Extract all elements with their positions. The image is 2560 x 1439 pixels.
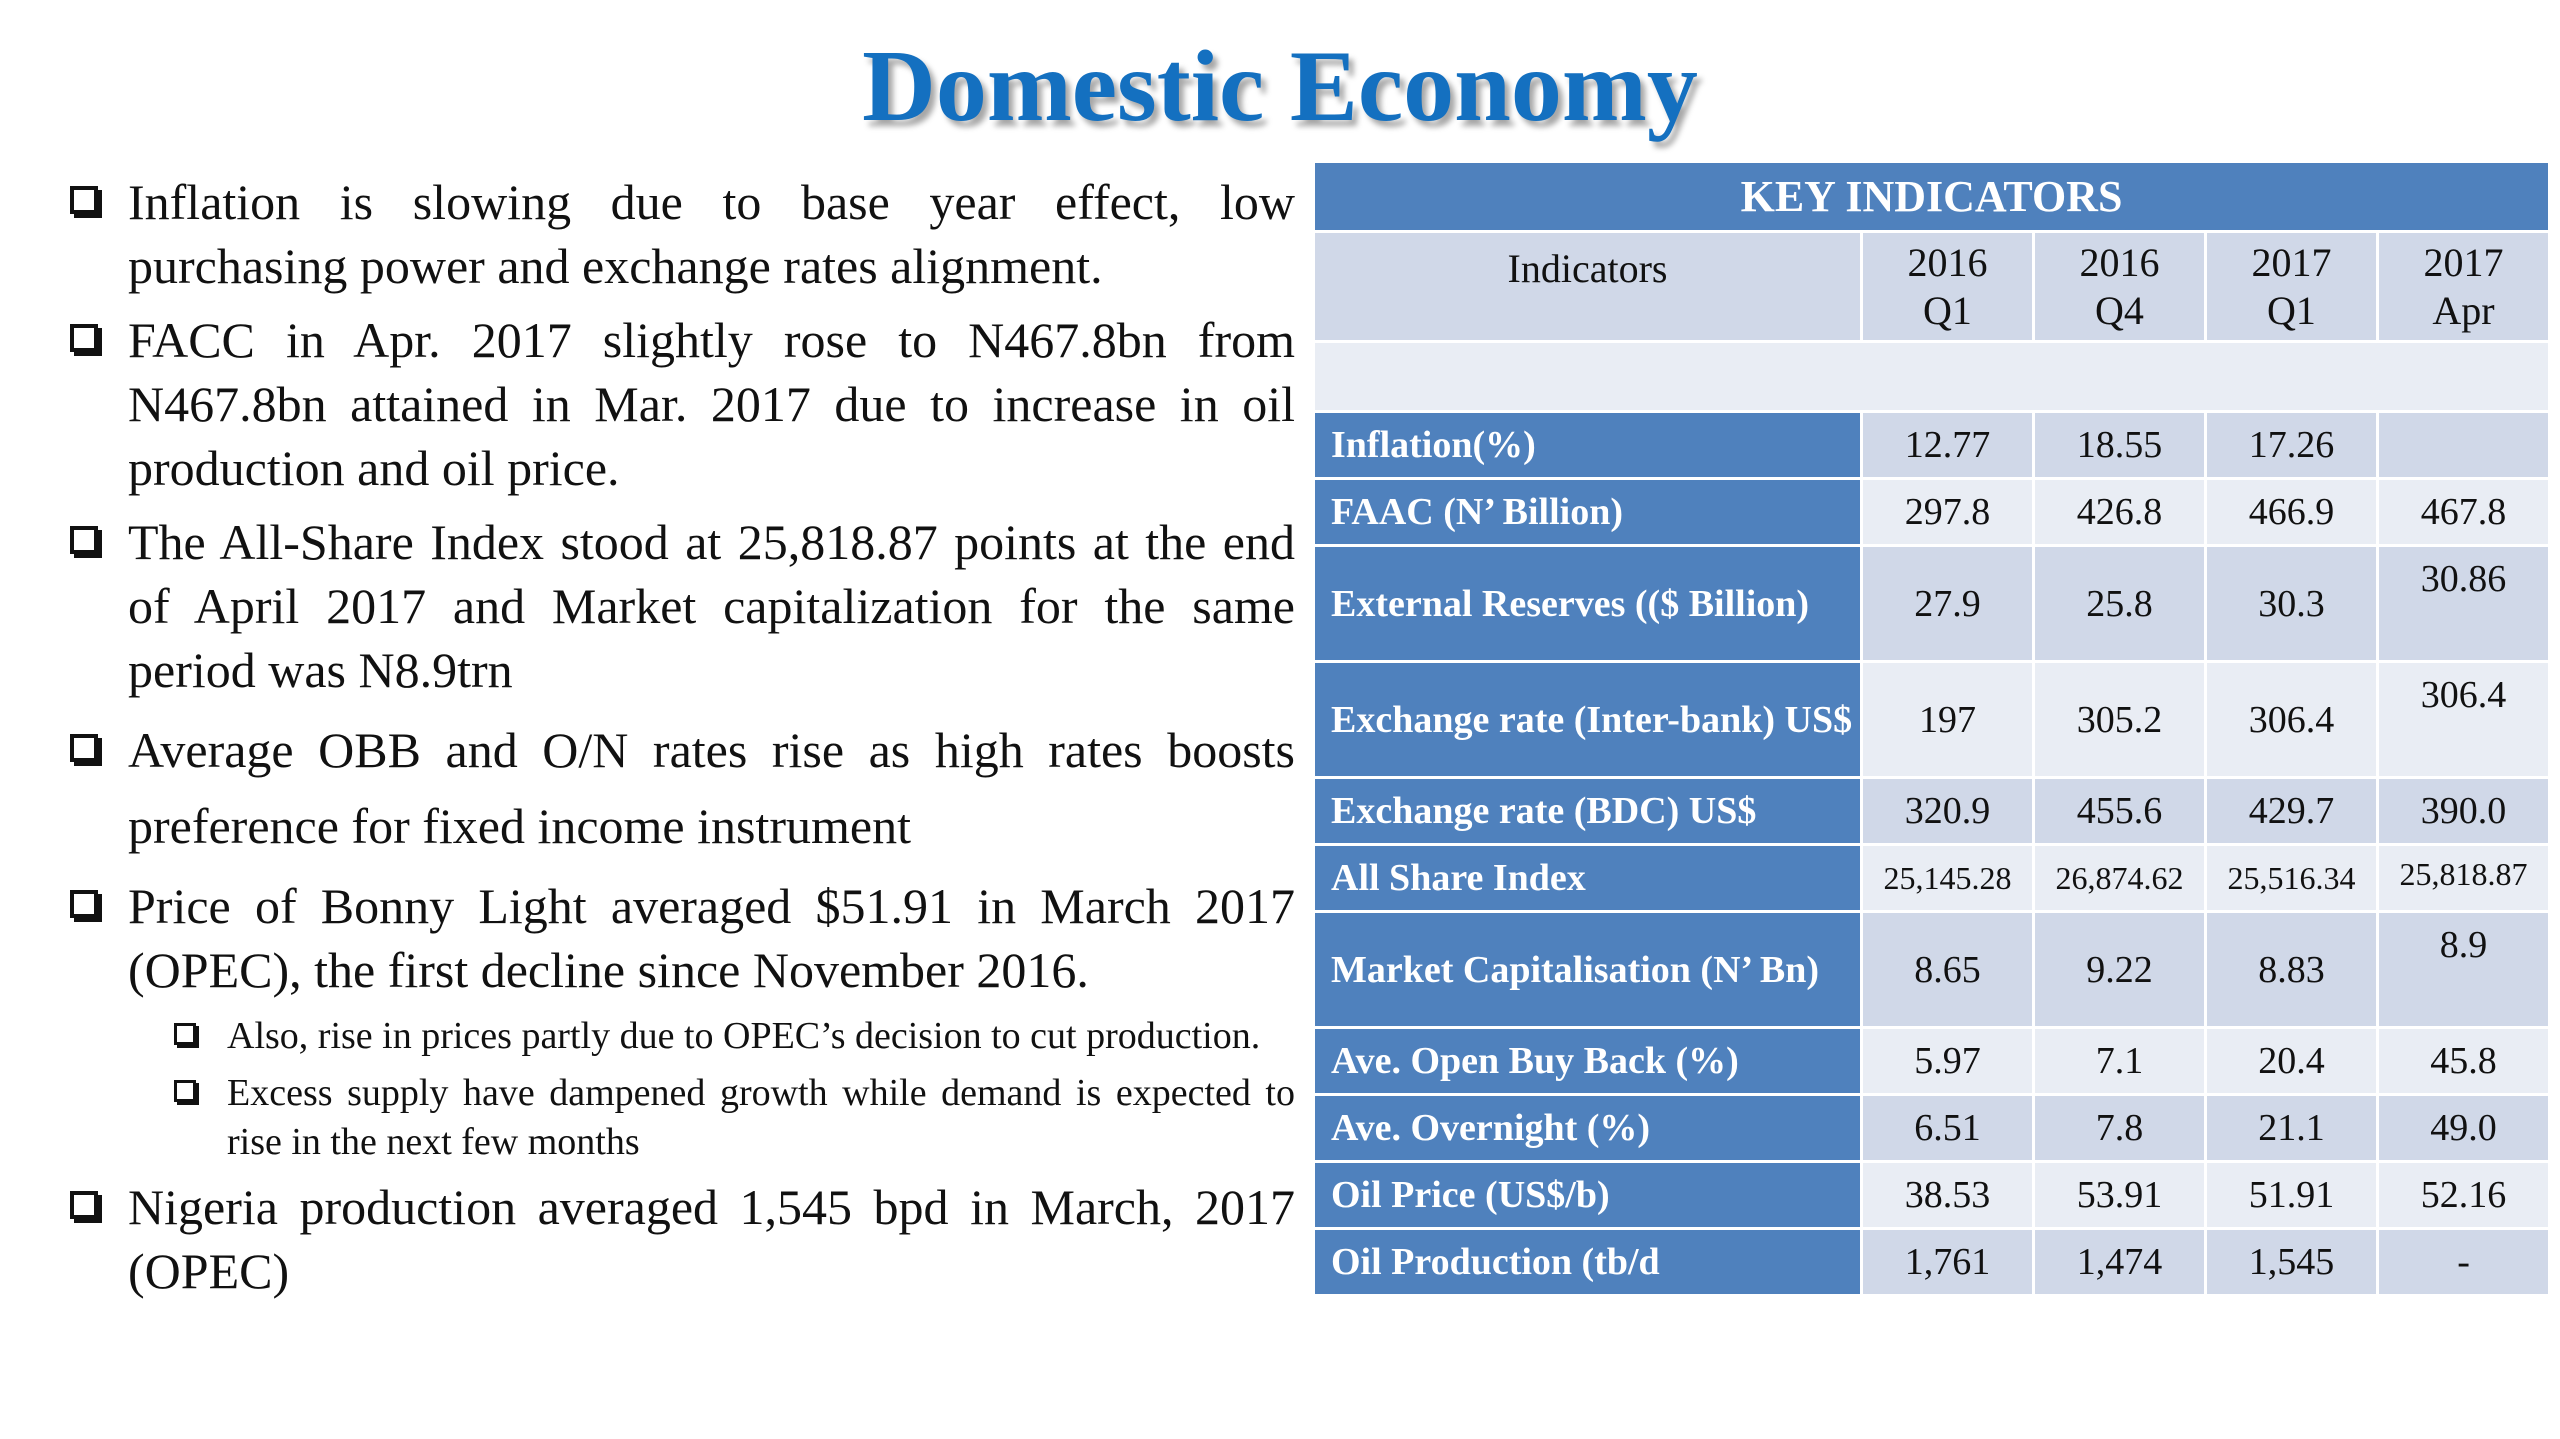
bullet-text: Excess supply have dampened growth while demand is expected to rise in the next few months <box>227 1072 1295 1163</box>
column-header: 2016 Q4 <box>2034 232 2206 342</box>
table-cell: 18.55 <box>2034 412 2206 479</box>
row-label: External Reserves (($ Billion) <box>1314 546 1862 662</box>
checkbox-bullet-icon <box>70 186 98 214</box>
table-row <box>1314 1229 2550 1296</box>
checkbox-bullet-icon <box>174 1023 196 1045</box>
table-cell: 49.0 <box>2378 1095 2550 1162</box>
checkbox-bullet-icon <box>70 890 98 918</box>
row-label: All Share Index <box>1314 845 1862 912</box>
table-cell: 30.86 <box>2378 546 2550 662</box>
bullet-list <box>70 170 1295 1313</box>
table-cell: 306.4 <box>2378 662 2550 778</box>
table-cell: 25,818.87 <box>2378 845 2550 912</box>
table-cell: 197 <box>1862 662 2034 778</box>
table-cell: 21.1 <box>2206 1095 2378 1162</box>
bullet-text: Average OBB and O/N rates rise as high rates boosts preference for fixed income instrument <box>128 722 1295 854</box>
table-row <box>1314 1162 2550 1229</box>
table-row <box>1314 1028 2550 1095</box>
table-cell: 38.53 <box>1862 1162 2034 1229</box>
table-cell: 52.16 <box>2378 1162 2550 1229</box>
bullet-text: Price of Bonny Light averaged $51.91 in March 2017 (OPEC), the first decline since November 2016. <box>128 878 1295 998</box>
table-cell: 305.2 <box>2034 662 2206 778</box>
table-cell: 1,545 <box>2206 1229 2378 1296</box>
bullet-item <box>70 510 1295 702</box>
row-label: Market Capitalisation (N’ Bn) <box>1314 912 1862 1028</box>
table-cell: 45.8 <box>2378 1028 2550 1095</box>
checkbox-bullet-icon <box>70 734 98 762</box>
table-cell: 426.8 <box>2034 479 2206 546</box>
table-row <box>1314 662 2550 778</box>
table-row <box>1314 912 2550 1028</box>
row-label: Ave. Open Buy Back (%) <box>1314 1028 1862 1095</box>
table-row <box>1314 546 2550 662</box>
table-cell: - <box>2378 1229 2550 1296</box>
table-cell: 51.91 <box>2206 1162 2378 1229</box>
slide-title: Domestic Economy <box>862 30 1698 143</box>
table-row <box>1314 845 2550 912</box>
spacer-cell <box>1314 342 2550 412</box>
table-cell: 8.65 <box>1862 912 2034 1028</box>
table-cell: 467.8 <box>2378 479 2550 546</box>
key-indicators-table <box>1312 160 2551 1297</box>
table-cell: 390.0 <box>2378 778 2550 845</box>
column-header: 2017 Q1 <box>2206 232 2378 342</box>
row-label: Inflation(%) <box>1314 412 1862 479</box>
table-cell: 455.6 <box>2034 778 2206 845</box>
table-cell: 30.3 <box>2206 546 2378 662</box>
column-header: 2016 Q1 <box>1862 232 2034 342</box>
table-cell: 8.83 <box>2206 912 2378 1028</box>
table-cell: 53.91 <box>2034 1162 2206 1229</box>
table-cell: 25,145.28 <box>1862 845 2034 912</box>
bullet-text: Also, rise in prices partly due to OPEC’s decision to cut production. <box>227 1015 1261 1057</box>
table-row <box>1314 412 2550 479</box>
table-cell: 8.9 <box>2378 912 2550 1028</box>
row-label: Oil Production (tb/d <box>1314 1229 1862 1296</box>
table-cell: 17.26 <box>2206 412 2378 479</box>
table-cell: 320.9 <box>1862 778 2034 845</box>
table-cell: 7.8 <box>2034 1095 2206 1162</box>
bullet-item <box>70 1175 1295 1303</box>
table-row <box>1314 479 2550 546</box>
table-cell: 1,761 <box>1862 1229 2034 1296</box>
table-cell <box>2378 412 2550 479</box>
table-cell: 12.77 <box>1862 412 2034 479</box>
table-cell: 9.22 <box>2034 912 2206 1028</box>
table-cell: 466.9 <box>2206 479 2378 546</box>
row-label: Exchange rate (Inter-bank) US$ <box>1314 662 1862 778</box>
checkbox-bullet-icon <box>70 526 98 554</box>
sub-bullet-item <box>70 1012 1295 1061</box>
row-label: Exchange rate (BDC) US$ <box>1314 778 1862 845</box>
column-header: 2017 Apr <box>2378 232 2550 342</box>
checkbox-bullet-icon <box>70 1191 98 1219</box>
table-cell: 25,516.34 <box>2206 845 2378 912</box>
checkbox-bullet-icon <box>70 324 98 352</box>
bullet-item <box>70 308 1295 500</box>
bullet-text: Inflation is slowing due to base year effect, low purchasing power and exchange rates alignment. <box>128 174 1295 294</box>
row-label: Oil Price (US$/b) <box>1314 1162 1862 1229</box>
table-cell: 297.8 <box>1862 479 2034 546</box>
table-spacer-row <box>1314 342 2550 412</box>
table-cell: 306.4 <box>2206 662 2378 778</box>
table-cell: 7.1 <box>2034 1028 2206 1095</box>
table-cell: 27.9 <box>1862 546 2034 662</box>
table-cell: 25.8 <box>2034 546 2206 662</box>
table-row <box>1314 778 2550 845</box>
bullet-item <box>70 874 1295 1002</box>
bullet-text: Nigeria production averaged 1,545 bpd in March, 2017 (OPEC) <box>128 1179 1295 1299</box>
table-cell: 20.4 <box>2206 1028 2378 1095</box>
bullet-text: FACC in Apr. 2017 slightly rose to N467.8bn from N467.8bn attained in Mar. 2017 due to increase in oil production and oil price. <box>128 312 1295 496</box>
bullet-text: The All-Share Index stood at 25,818.87 points at the end of April 2017 and Market capitalization for the same period was N8.9trn <box>128 514 1295 698</box>
row-label: FAAC (N’ Billion) <box>1314 479 1862 546</box>
table-cell: 429.7 <box>2206 778 2378 845</box>
table-cell: 26,874.62 <box>2034 845 2206 912</box>
row-label: Ave. Overnight (%) <box>1314 1095 1862 1162</box>
sub-bullet-item <box>70 1069 1295 1167</box>
table-cell: 6.51 <box>1862 1095 2034 1162</box>
bullet-item <box>70 170 1295 298</box>
table-cell: 1,474 <box>2034 1229 2206 1296</box>
table-header-row <box>1314 232 2550 342</box>
table-title: KEY INDICATORS <box>1314 162 2550 232</box>
column-header: Indicators <box>1314 232 1862 342</box>
table-cell: 5.97 <box>1862 1028 2034 1095</box>
checkbox-bullet-icon <box>174 1080 196 1102</box>
table-row <box>1314 1095 2550 1162</box>
bullet-item <box>70 712 1295 864</box>
